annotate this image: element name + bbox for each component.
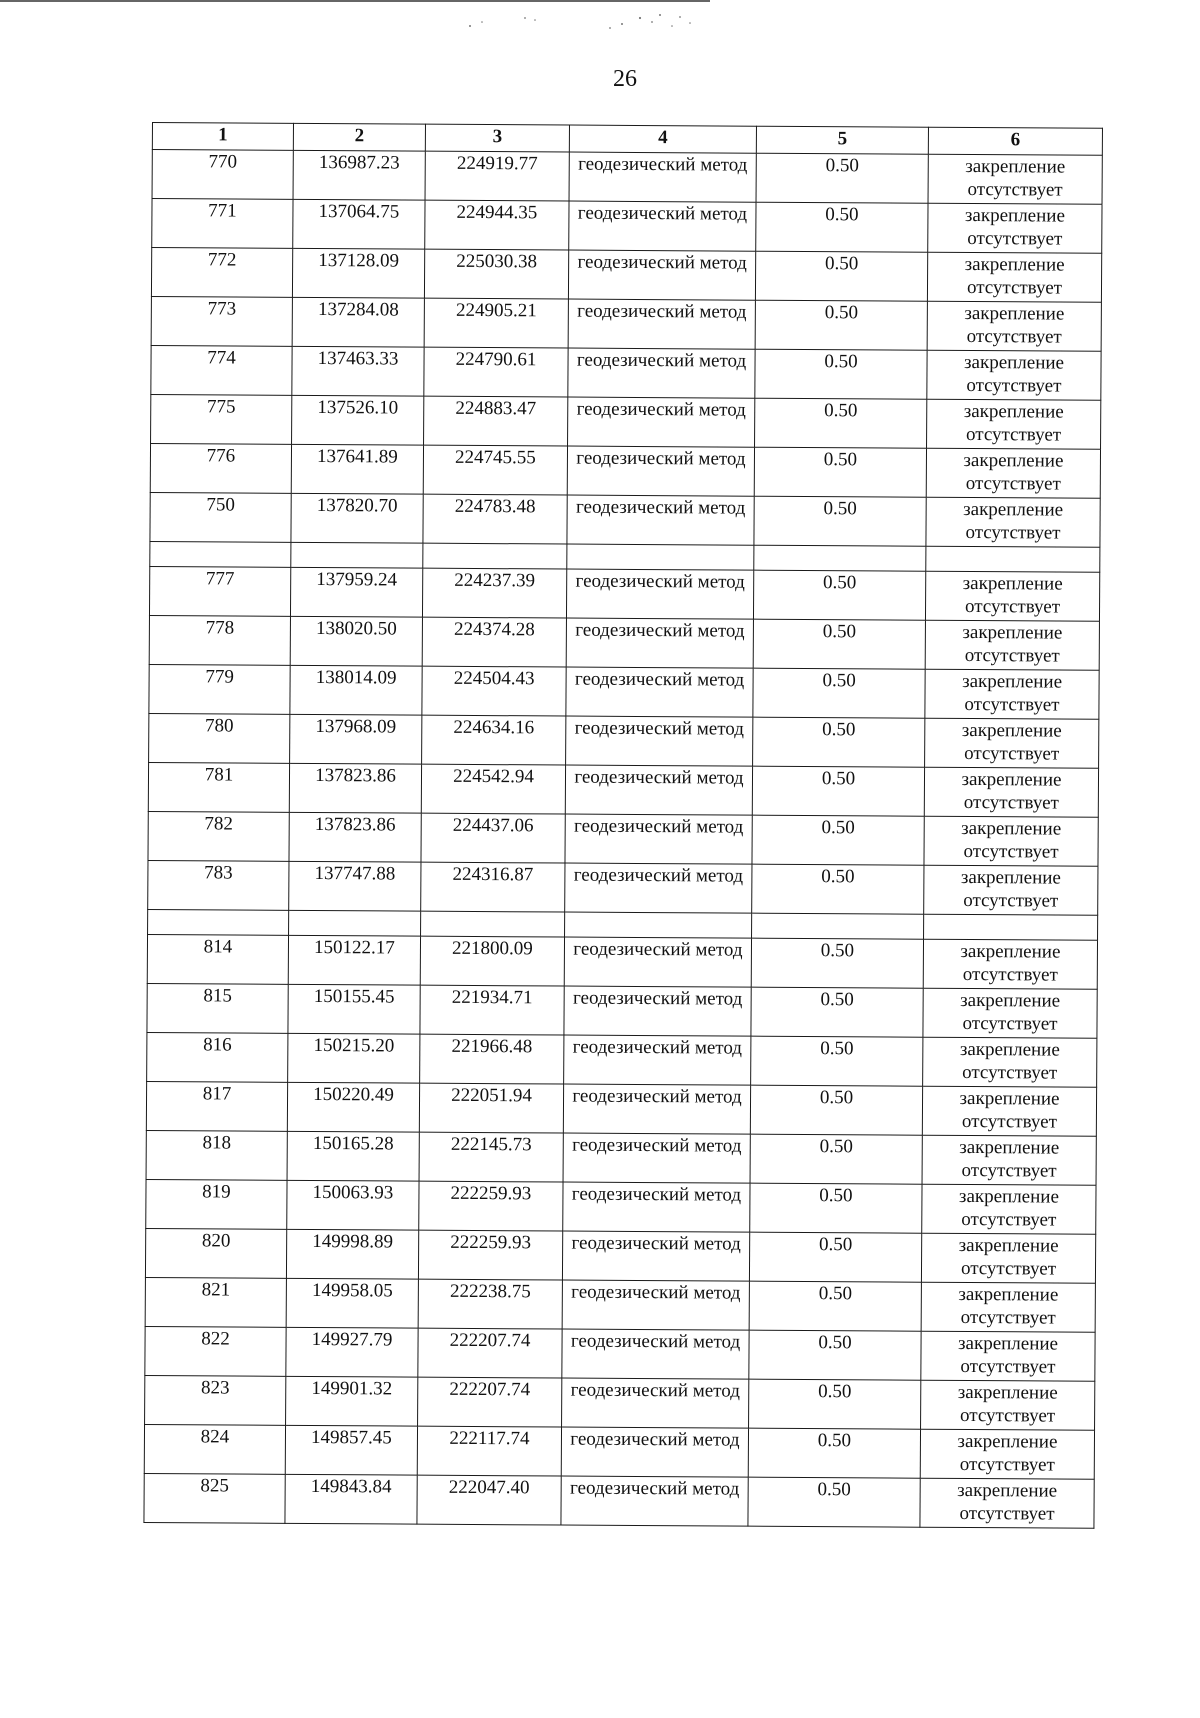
table-row bbox=[151, 296, 1101, 351]
cell-coordinate-x: 137064.75 bbox=[293, 199, 425, 249]
table-row bbox=[148, 811, 1098, 866]
table-row bbox=[152, 199, 1102, 254]
cell-coordinate-x: 137823.86 bbox=[289, 763, 421, 813]
cell-point-number: 783 bbox=[148, 860, 289, 910]
cell-coordinate-x: 137823.86 bbox=[289, 812, 421, 862]
cell-coordinate-y: 222259.93 bbox=[419, 1181, 563, 1231]
cell-fixing: закрепление отсутствует bbox=[927, 301, 1101, 351]
cell-coordinate-y: 224883.47 bbox=[424, 396, 568, 446]
cell-coordinate-y: 222117.74 bbox=[417, 1426, 561, 1476]
cell-method: геодезический метод bbox=[569, 201, 756, 251]
cell-method: геодезический метод bbox=[566, 618, 753, 668]
table-row bbox=[149, 713, 1099, 768]
cell-fixing: закрепление отсутствует bbox=[925, 669, 1099, 719]
cell-coordinate-y: 224919.77 bbox=[425, 151, 569, 201]
cell-accuracy: 0.50 bbox=[748, 1477, 920, 1527]
cell-method: геодезический метод bbox=[567, 495, 754, 545]
cell-accuracy: 0.50 bbox=[755, 251, 927, 301]
cell-method: геодезический метод bbox=[566, 667, 753, 717]
table-row bbox=[151, 345, 1101, 400]
cell-coordinate-x: 138020.50 bbox=[290, 616, 422, 666]
cell-point-number: 821 bbox=[145, 1277, 286, 1327]
cell-coordinate-x: 136987.23 bbox=[293, 150, 425, 200]
cell-point-number: 777 bbox=[149, 566, 290, 616]
cell-coordinate-y: 222259.93 bbox=[418, 1230, 562, 1280]
cell-method: геодезический метод bbox=[562, 1231, 749, 1281]
table-row bbox=[144, 1473, 1094, 1528]
column-header: 1 bbox=[152, 123, 293, 151]
table-row bbox=[146, 1081, 1096, 1136]
cell-coordinate-y: 224783.48 bbox=[423, 494, 567, 544]
cell-point-number: 776 bbox=[150, 443, 291, 493]
cell-coordinate-y: 225030.38 bbox=[424, 249, 568, 299]
cell-method: геодезический метод bbox=[565, 765, 752, 815]
cell-point-number: 819 bbox=[146, 1179, 287, 1229]
cell-accuracy: 0.50 bbox=[753, 717, 925, 767]
cell-coordinate-y: 224237.39 bbox=[422, 568, 566, 618]
cell-coordinate-x: 149843.84 bbox=[285, 1474, 417, 1524]
cell-coordinate-y: 221800.09 bbox=[420, 936, 564, 986]
cell-coordinate-x: 137128.09 bbox=[292, 248, 424, 298]
cell-method: геодезический метод bbox=[569, 152, 756, 202]
cell-coordinate-x: 150122.17 bbox=[288, 935, 420, 985]
cell-point-number: 816 bbox=[147, 1032, 288, 1082]
cell-fixing: закрепление отсутствует bbox=[928, 203, 1102, 253]
cell-coordinate-x: 149958.05 bbox=[286, 1278, 418, 1328]
table-row bbox=[145, 1375, 1095, 1430]
cell-point-number: 771 bbox=[152, 199, 293, 249]
cell-coordinate-y: 222207.74 bbox=[418, 1377, 562, 1427]
cell-point-number: 782 bbox=[148, 811, 289, 861]
cell-point-number: 817 bbox=[146, 1081, 287, 1131]
column-header: 6 bbox=[928, 127, 1102, 155]
cell-coordinate-x: 137968.09 bbox=[290, 714, 422, 764]
table-row bbox=[146, 1179, 1096, 1234]
empty-cell bbox=[291, 542, 423, 568]
cell-point-number: 825 bbox=[144, 1473, 285, 1523]
cell-fixing: закрепление отсутствует bbox=[922, 1184, 1096, 1234]
column-header: 4 bbox=[569, 125, 756, 153]
table-body bbox=[144, 150, 1102, 1529]
scan-top-border bbox=[0, 0, 1200, 40]
cell-point-number: 781 bbox=[148, 762, 289, 812]
cell-coordinate-x: 138014.09 bbox=[290, 665, 422, 715]
empty-cell bbox=[924, 914, 1098, 940]
cell-point-number: 773 bbox=[151, 296, 292, 346]
table-row bbox=[151, 248, 1101, 303]
cell-accuracy: 0.50 bbox=[751, 987, 923, 1037]
cell-accuracy: 0.50 bbox=[756, 153, 928, 203]
coordinates-table bbox=[143, 122, 1103, 1529]
column-header: 2 bbox=[293, 123, 425, 151]
cell-fixing: закрепление отсутствует bbox=[923, 939, 1097, 989]
cell-point-number: 820 bbox=[145, 1228, 286, 1278]
cell-fixing: закрепление отсутствует bbox=[921, 1331, 1095, 1381]
cell-point-number: 823 bbox=[145, 1375, 286, 1425]
cell-fixing: закрепление отсутствует bbox=[921, 1282, 1095, 1332]
cell-point-number: 778 bbox=[149, 615, 290, 665]
cell-method: геодезический метод bbox=[562, 1378, 749, 1428]
cell-accuracy: 0.50 bbox=[755, 300, 927, 350]
empty-cell bbox=[565, 912, 752, 938]
cell-fixing: закрепление отсутствует bbox=[924, 816, 1098, 866]
cell-coordinate-x: 149998.89 bbox=[286, 1229, 418, 1279]
empty-cell bbox=[754, 545, 926, 571]
cell-point-number: 750 bbox=[150, 492, 291, 542]
cell-coordinate-y: 224790.61 bbox=[424, 347, 568, 397]
cell-accuracy: 0.50 bbox=[754, 496, 926, 546]
cell-accuracy: 0.50 bbox=[749, 1232, 921, 1282]
cell-method: геодезический метод bbox=[565, 814, 752, 864]
cell-method: геодезический метод bbox=[564, 937, 751, 987]
cell-point-number: 815 bbox=[147, 983, 288, 1033]
cell-fixing: закрепление отсутствует bbox=[928, 154, 1102, 204]
empty-cell bbox=[148, 909, 289, 935]
cell-coordinate-x: 149927.79 bbox=[286, 1327, 418, 1377]
cell-point-number: 814 bbox=[147, 934, 288, 984]
cell-method: геодезический метод bbox=[563, 1084, 750, 1134]
cell-accuracy: 0.50 bbox=[752, 766, 924, 816]
table-row bbox=[146, 1130, 1096, 1185]
empty-cell bbox=[752, 913, 924, 939]
cell-coordinate-x: 150215.20 bbox=[288, 1033, 420, 1083]
cell-fixing: закрепление отсутствует bbox=[920, 1429, 1094, 1479]
cell-accuracy: 0.50 bbox=[750, 1134, 922, 1184]
table-row bbox=[150, 492, 1100, 547]
table-row bbox=[148, 762, 1098, 817]
cell-accuracy: 0.50 bbox=[750, 1183, 922, 1233]
cell-coordinate-x: 150063.93 bbox=[287, 1180, 419, 1230]
column-header: 3 bbox=[425, 124, 569, 152]
cell-fixing: закрепление отсутствует bbox=[927, 399, 1101, 449]
cell-method: геодезический метод bbox=[563, 1182, 750, 1232]
table-row bbox=[148, 860, 1098, 915]
table-row bbox=[145, 1277, 1095, 1332]
cell-coordinate-x: 137526.10 bbox=[292, 395, 424, 445]
table-row bbox=[149, 664, 1099, 719]
cell-coordinate-x: 137959.24 bbox=[290, 567, 422, 617]
cell-accuracy: 0.50 bbox=[752, 864, 924, 914]
cell-fixing: закрепление отсутствует bbox=[926, 497, 1100, 547]
cell-fixing: закрепление отсутствует bbox=[924, 767, 1098, 817]
cell-coordinate-y: 222207.74 bbox=[418, 1328, 562, 1378]
cell-point-number: 780 bbox=[149, 713, 290, 763]
cell-coordinate-y: 222145.73 bbox=[419, 1132, 563, 1182]
cell-method: геодезический метод bbox=[568, 250, 755, 300]
cell-coordinate-x: 149857.45 bbox=[285, 1425, 417, 1475]
table-row bbox=[150, 443, 1100, 498]
cell-coordinate-y: 222047.40 bbox=[417, 1475, 561, 1525]
cell-coordinate-y: 222238.75 bbox=[418, 1279, 562, 1329]
cell-point-number: 779 bbox=[149, 664, 290, 714]
cell-accuracy: 0.50 bbox=[749, 1379, 921, 1429]
cell-accuracy: 0.50 bbox=[751, 938, 923, 988]
cell-coordinate-y: 224745.55 bbox=[423, 445, 567, 495]
cell-accuracy: 0.50 bbox=[755, 398, 927, 448]
table-row bbox=[147, 934, 1097, 989]
cell-method: геодезический метод bbox=[566, 569, 753, 619]
cell-coordinate-y: 221934.71 bbox=[420, 985, 564, 1035]
cell-method: геодезический метод bbox=[568, 299, 755, 349]
table-row bbox=[149, 566, 1099, 621]
cell-method: геодезический метод bbox=[561, 1427, 748, 1477]
page-number: 26 bbox=[613, 66, 637, 92]
empty-cell bbox=[421, 911, 565, 937]
cell-accuracy: 0.50 bbox=[752, 815, 924, 865]
cell-fixing: закрепление отсутствует bbox=[923, 988, 1097, 1038]
cell-coordinate-y: 224316.87 bbox=[421, 862, 565, 912]
column-header: 5 bbox=[756, 126, 928, 154]
cell-accuracy: 0.50 bbox=[748, 1428, 920, 1478]
cell-fixing: закрепление отсутствует bbox=[921, 1380, 1095, 1430]
cell-method: геодезический метод bbox=[568, 397, 755, 447]
cell-method: геодезический метод bbox=[564, 986, 751, 1036]
cell-coordinate-x: 137284.08 bbox=[292, 297, 424, 347]
cell-point-number: 775 bbox=[151, 394, 292, 444]
cell-accuracy: 0.50 bbox=[750, 1085, 922, 1135]
cell-coordinate-y: 224542.94 bbox=[421, 764, 565, 814]
cell-point-number: 822 bbox=[145, 1326, 286, 1376]
cell-accuracy: 0.50 bbox=[755, 349, 927, 399]
cell-coordinate-y: 224634.16 bbox=[422, 715, 566, 765]
cell-fixing: закрепление отсутствует bbox=[927, 350, 1101, 400]
cell-coordinate-x: 150165.28 bbox=[287, 1131, 419, 1181]
table-row bbox=[145, 1228, 1095, 1283]
cell-accuracy: 0.50 bbox=[753, 570, 925, 620]
cell-accuracy: 0.50 bbox=[749, 1330, 921, 1380]
cell-accuracy: 0.50 bbox=[754, 447, 926, 497]
cell-point-number: 818 bbox=[146, 1130, 287, 1180]
cell-method: геодезический метод bbox=[562, 1280, 749, 1330]
cell-method: геодезический метод bbox=[562, 1329, 749, 1379]
cell-method: геодезический метод bbox=[568, 348, 755, 398]
cell-coordinate-x: 150155.45 bbox=[288, 984, 420, 1034]
cell-fixing: закрепление отсутствует bbox=[922, 1135, 1096, 1185]
table-row bbox=[145, 1326, 1095, 1381]
table-row bbox=[152, 150, 1102, 205]
table-row bbox=[149, 615, 1099, 670]
cell-fixing: закрепление отсутствует bbox=[920, 1478, 1094, 1528]
cell-point-number: 824 bbox=[144, 1424, 285, 1474]
cell-accuracy: 0.50 bbox=[753, 668, 925, 718]
cell-method: геодезический метод bbox=[563, 1133, 750, 1183]
table-row bbox=[147, 1032, 1097, 1087]
cell-fixing: закрепление отсутствует bbox=[925, 620, 1099, 670]
cell-coordinate-y: 221966.48 bbox=[420, 1034, 564, 1084]
table-row bbox=[144, 1424, 1094, 1479]
cell-fixing: закрепление отсутствует bbox=[922, 1086, 1096, 1136]
cell-fixing: закрепление отсутствует bbox=[921, 1233, 1095, 1283]
cell-fixing: закрепление отсутствует bbox=[927, 252, 1101, 302]
cell-coordinate-y: 224944.35 bbox=[425, 200, 569, 250]
cell-fixing: закрепление отсутствует bbox=[925, 571, 1099, 621]
cell-coordinate-x: 137641.89 bbox=[291, 444, 423, 494]
empty-cell bbox=[567, 544, 754, 570]
cell-coordinate-y: 224905.21 bbox=[424, 298, 568, 348]
empty-cell bbox=[150, 541, 291, 567]
cell-accuracy: 0.50 bbox=[756, 202, 928, 252]
cell-coordinate-y: 224437.06 bbox=[421, 813, 565, 863]
empty-cell bbox=[289, 910, 421, 936]
cell-coordinate-x: 149901.32 bbox=[286, 1376, 418, 1426]
cell-coordinate-y: 224504.43 bbox=[422, 666, 566, 716]
cell-coordinate-y: 222051.94 bbox=[419, 1083, 563, 1133]
table-row bbox=[151, 394, 1101, 449]
cell-accuracy: 0.50 bbox=[753, 619, 925, 669]
cell-coordinate-x: 150220.49 bbox=[287, 1082, 419, 1132]
cell-accuracy: 0.50 bbox=[751, 1036, 923, 1086]
cell-coordinate-x: 137463.33 bbox=[292, 346, 424, 396]
cell-coordinate-y: 224374.28 bbox=[422, 617, 566, 667]
empty-cell bbox=[926, 546, 1100, 572]
cell-method: геодезический метод bbox=[561, 1476, 748, 1526]
table-row bbox=[147, 983, 1097, 1038]
cell-method: геодезический метод bbox=[567, 446, 754, 496]
cell-fixing: закрепление отсутствует bbox=[925, 718, 1099, 768]
cell-fixing: закрепление отсутствует bbox=[924, 865, 1098, 915]
cell-point-number: 770 bbox=[152, 150, 293, 200]
cell-point-number: 772 bbox=[151, 248, 292, 298]
cell-coordinate-x: 137820.70 bbox=[291, 493, 423, 543]
empty-cell bbox=[423, 543, 567, 569]
cell-method: геодезический метод bbox=[565, 863, 752, 913]
cell-method: геодезический метод bbox=[564, 1035, 751, 1085]
cell-accuracy: 0.50 bbox=[749, 1281, 921, 1331]
cell-coordinate-x: 137747.88 bbox=[289, 861, 421, 911]
cell-fixing: закрепление отсутствует bbox=[926, 448, 1100, 498]
cell-point-number: 774 bbox=[151, 345, 292, 395]
cell-fixing: закрепление отсутствует bbox=[923, 1037, 1097, 1087]
cell-method: геодезический метод bbox=[566, 716, 753, 766]
